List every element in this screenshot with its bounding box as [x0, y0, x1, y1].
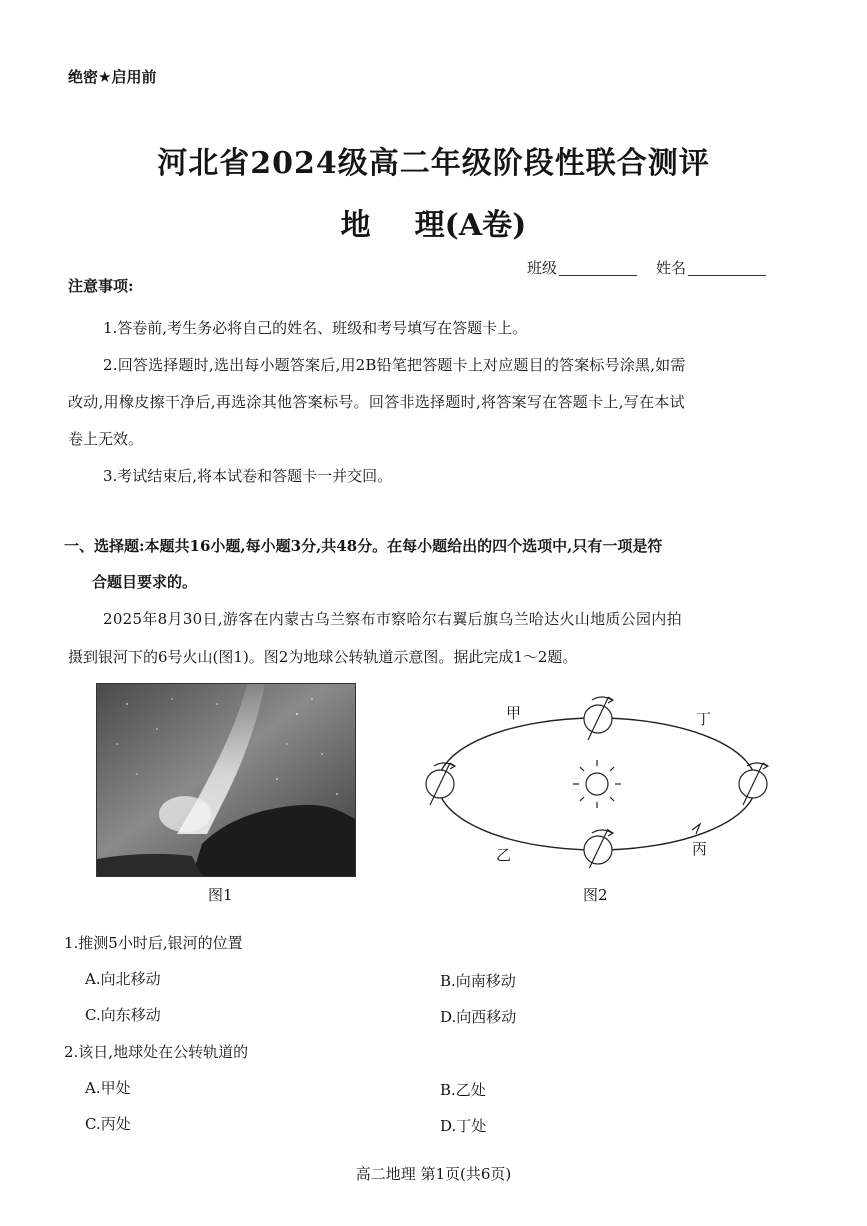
orbit-label-yi: 乙 — [496, 846, 512, 864]
confidential-label: 绝密★启用前 — [68, 68, 157, 86]
orbit-label-ding: 丁 — [696, 710, 712, 728]
section-heading-line-1: 一、选择题:本题共16小题,每小题3分,共48分。在每小题给出的四个选项中,只有一项是符 — [64, 537, 663, 555]
question-1-option-c[interactable]: C.向东移动 — [85, 1006, 161, 1024]
earth-orbit-diagram — [420, 688, 780, 868]
question-1-stem: 1.推测5小时后,银河的位置 — [64, 934, 243, 952]
question-2-option-b[interactable]: B.乙处 — [440, 1081, 486, 1099]
notice-item-1: 1.答卷前,考生务必将自己的姓名、班级和考号填写在答题卡上。 — [103, 319, 528, 337]
question-2-option-c[interactable]: C.丙处 — [85, 1115, 131, 1133]
question-intro-line-2: 摄到银河下的6号火山(图1)。图2为地球公转轨道示意图。据此完成1～2题。 — [68, 648, 578, 666]
name-blank[interactable] — [688, 275, 766, 276]
subject-title — [0, 200, 867, 244]
question-1-option-b[interactable]: B.向南移动 — [440, 972, 516, 990]
notice-item-2-line-1: 2.回答选择题时,选出每小题答案后,用2B铅笔把答题卡上对应题目的答案标号涂黑,如需 — [103, 356, 686, 374]
figure-2-caption: 图2 — [583, 886, 608, 904]
question-intro-line-1: 2025年8月30日,游客在内蒙古乌兰察布市察哈尔右翼后旗乌兰哈达火山地质公园内拍 — [103, 610, 682, 628]
page-footer: 高二地理 第1页(共6页) — [355, 1165, 512, 1183]
class-label: 班级 — [527, 259, 558, 277]
question-2-stem: 2.该日,地球处在公转轨道的 — [64, 1043, 249, 1061]
orbit-label-bing: 丙 — [692, 840, 708, 858]
figure-1-caption: 图1 — [208, 886, 233, 904]
notice-heading: 注意事项: — [68, 277, 134, 295]
question-2-option-a[interactable]: A.甲处 — [85, 1079, 131, 1097]
notice-item-2-line-2: 改动,用橡皮擦干净后,再选涂其他答案标号。回答非选择题时,将答案写在答题卡上,写在本试 — [68, 393, 685, 411]
subject-title-left: 地 — [340, 208, 371, 243]
sun-icon — [573, 760, 621, 808]
question-2-option-d[interactable]: D.丁处 — [440, 1117, 487, 1135]
earth-bottom-icon — [584, 829, 613, 868]
exam-title: 河北省2024级高二年级阶段性联合测评 — [157, 146, 710, 181]
earth-right-icon — [739, 763, 768, 805]
question-1-option-d[interactable]: D.向西移动 — [440, 1008, 517, 1026]
milky-way-volcano-illustration — [97, 684, 355, 876]
class-blank[interactable] — [559, 275, 637, 276]
question-1-option-a[interactable]: A.向北移动 — [85, 970, 161, 988]
earth-top-icon — [584, 697, 613, 740]
orbit-direction-arrow-icon — [692, 824, 700, 834]
subject-title-right: 理(A卷) — [414, 208, 527, 243]
name-label: 姓名 — [656, 259, 687, 277]
earth-left-icon — [426, 763, 455, 805]
notice-item-3: 3.考试结束后,将本试卷和答题卡一并交回。 — [103, 467, 393, 485]
milky-way-volcano-photo — [96, 683, 356, 877]
notice-item-2-line-3: 卷上无效。 — [68, 430, 144, 448]
orbit-label-jia: 甲 — [506, 704, 522, 722]
section-heading-line-2: 合题目要求的。 — [92, 573, 198, 591]
